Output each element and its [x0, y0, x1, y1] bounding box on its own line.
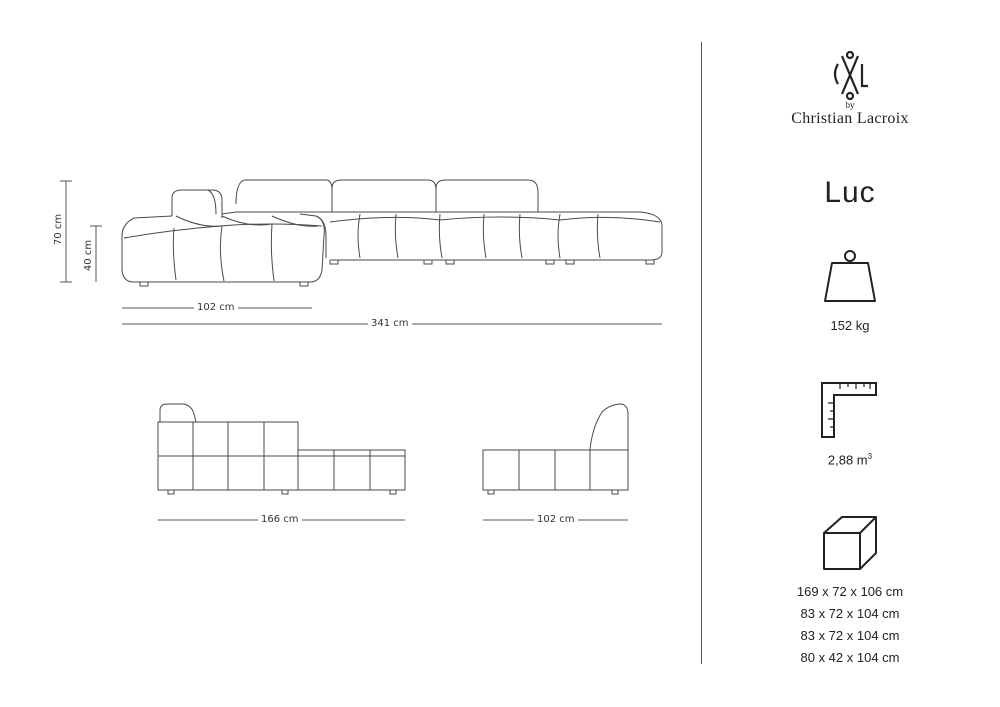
sofa-side-view-module: [483, 404, 628, 494]
chaise-width-label: 102 cm: [194, 302, 238, 313]
vertical-divider: [701, 42, 702, 664]
product-name: Luc: [824, 176, 876, 209]
monogram-logo-icon: [828, 50, 872, 100]
package-dimension-3: 83 x 72 x 104 cm: [800, 628, 900, 643]
package-cube-icon: [822, 515, 878, 571]
brand-by: by: [845, 100, 855, 110]
side-length-label: 166 cm: [258, 514, 302, 525]
weight-value: 152 kg: [830, 318, 870, 333]
package-dimension-1: 169 x 72 x 106 cm: [796, 584, 904, 599]
weight-icon: [823, 247, 877, 305]
package-dimensions-list: [750, 581, 950, 669]
sofa-front-view: [122, 180, 662, 286]
dimension-lines: [60, 181, 662, 520]
total-height-label: 70 cm: [53, 211, 64, 248]
side-depth-label: 102 cm: [534, 514, 578, 525]
ruler-volume-icon: [820, 381, 878, 439]
brand-name: Christian Lacroix: [791, 110, 909, 127]
volume-number: 2,88 m: [827, 452, 868, 468]
seat-height-label: 40 cm: [83, 237, 94, 274]
total-width-label: 341 cm: [368, 318, 412, 329]
volume-superscript: 3: [867, 452, 873, 461]
volume-value: [750, 452, 950, 467]
sofa-side-view-chaise: [158, 404, 405, 494]
brand-logo: [760, 50, 940, 128]
package-dimension-4: 80 x 42 x 104 cm: [800, 650, 900, 665]
package-dimension-2: 83 x 72 x 104 cm: [800, 606, 900, 621]
